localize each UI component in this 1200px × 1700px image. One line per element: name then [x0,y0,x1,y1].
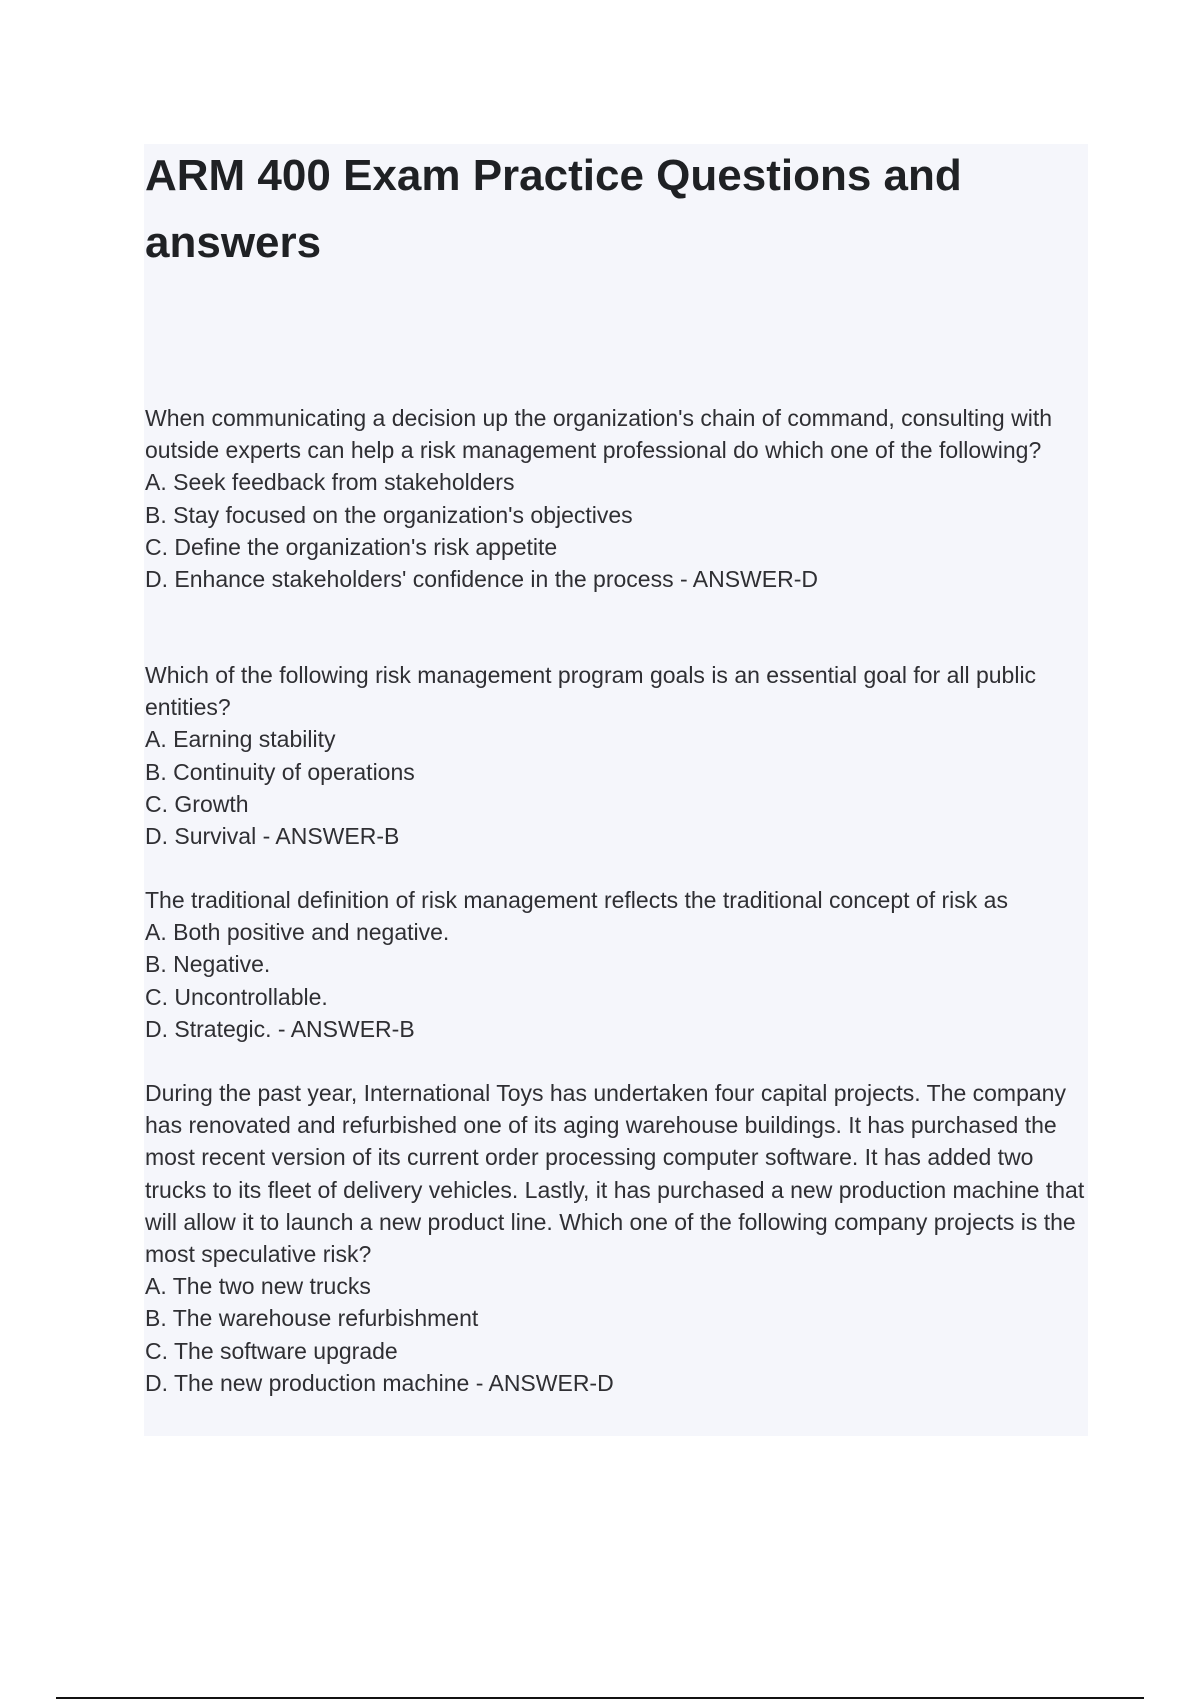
footer-divider [56,1697,1144,1699]
answer-option: A. Seek feedback from stakeholders [145,469,515,496]
answer-option: B. The warehouse refurbishment [145,1305,479,1332]
answer-option: C. The software upgrade [145,1337,398,1364]
answer-option: A. Both positive and negative. [145,919,450,946]
answer-option: A. Earning stability [145,726,336,753]
answer-option: D. Survival - ANSWER-B [145,823,400,850]
answer-option: D. Strategic. - ANSWER-B [145,1015,415,1042]
answer-option: C. Growth [145,790,249,817]
answer-option: D. The new production machine - ANSWER-D [145,1369,614,1396]
answer-option: D. Enhance stakeholders' confidence in the process - ANSWER-D [145,566,818,593]
question-block-1 [145,402,1090,595]
answer-option: C. Uncontrollable. [145,983,328,1010]
question-stem: During the past year, International Toys has undertaken four capital projects. The company has renovated and refurbished one of its aging warehouse buildings. It has purchased the most recent version of its current order processing computer software. It has added two trucks to its fleet of delivery vehicles. Lastly, it has purchased a new production machine that will allow it to launch a new product line. Which one of the following company projects is the most speculative risk? [145,1080,1085,1268]
question-stem: Which of the following risk management program goals is an essential goal for all public entities? [145,662,1037,721]
answer-option: B. Continuity of operations [145,758,415,785]
question-block-2 [145,659,1090,852]
question-block-3 [145,884,1090,1045]
question-stem: When communicating a decision up the organization's chain of command, consulting with outside experts can help a risk management professional do which one of the following? [145,405,1052,464]
answer-option: B. Negative. [145,951,271,978]
answer-option: C. Define the organization's risk appetite [145,533,558,560]
answer-option: B. Stay focused on the organization's objectives [145,501,633,528]
question-stem: The traditional definition of risk management reflects the traditional concept of risk as [145,887,1008,913]
question-block-4 [145,1077,1090,1399]
answer-option: A. The two new trucks [145,1273,371,1300]
page-title: ARM 400 Exam Practice Questions and answers [145,151,962,267]
